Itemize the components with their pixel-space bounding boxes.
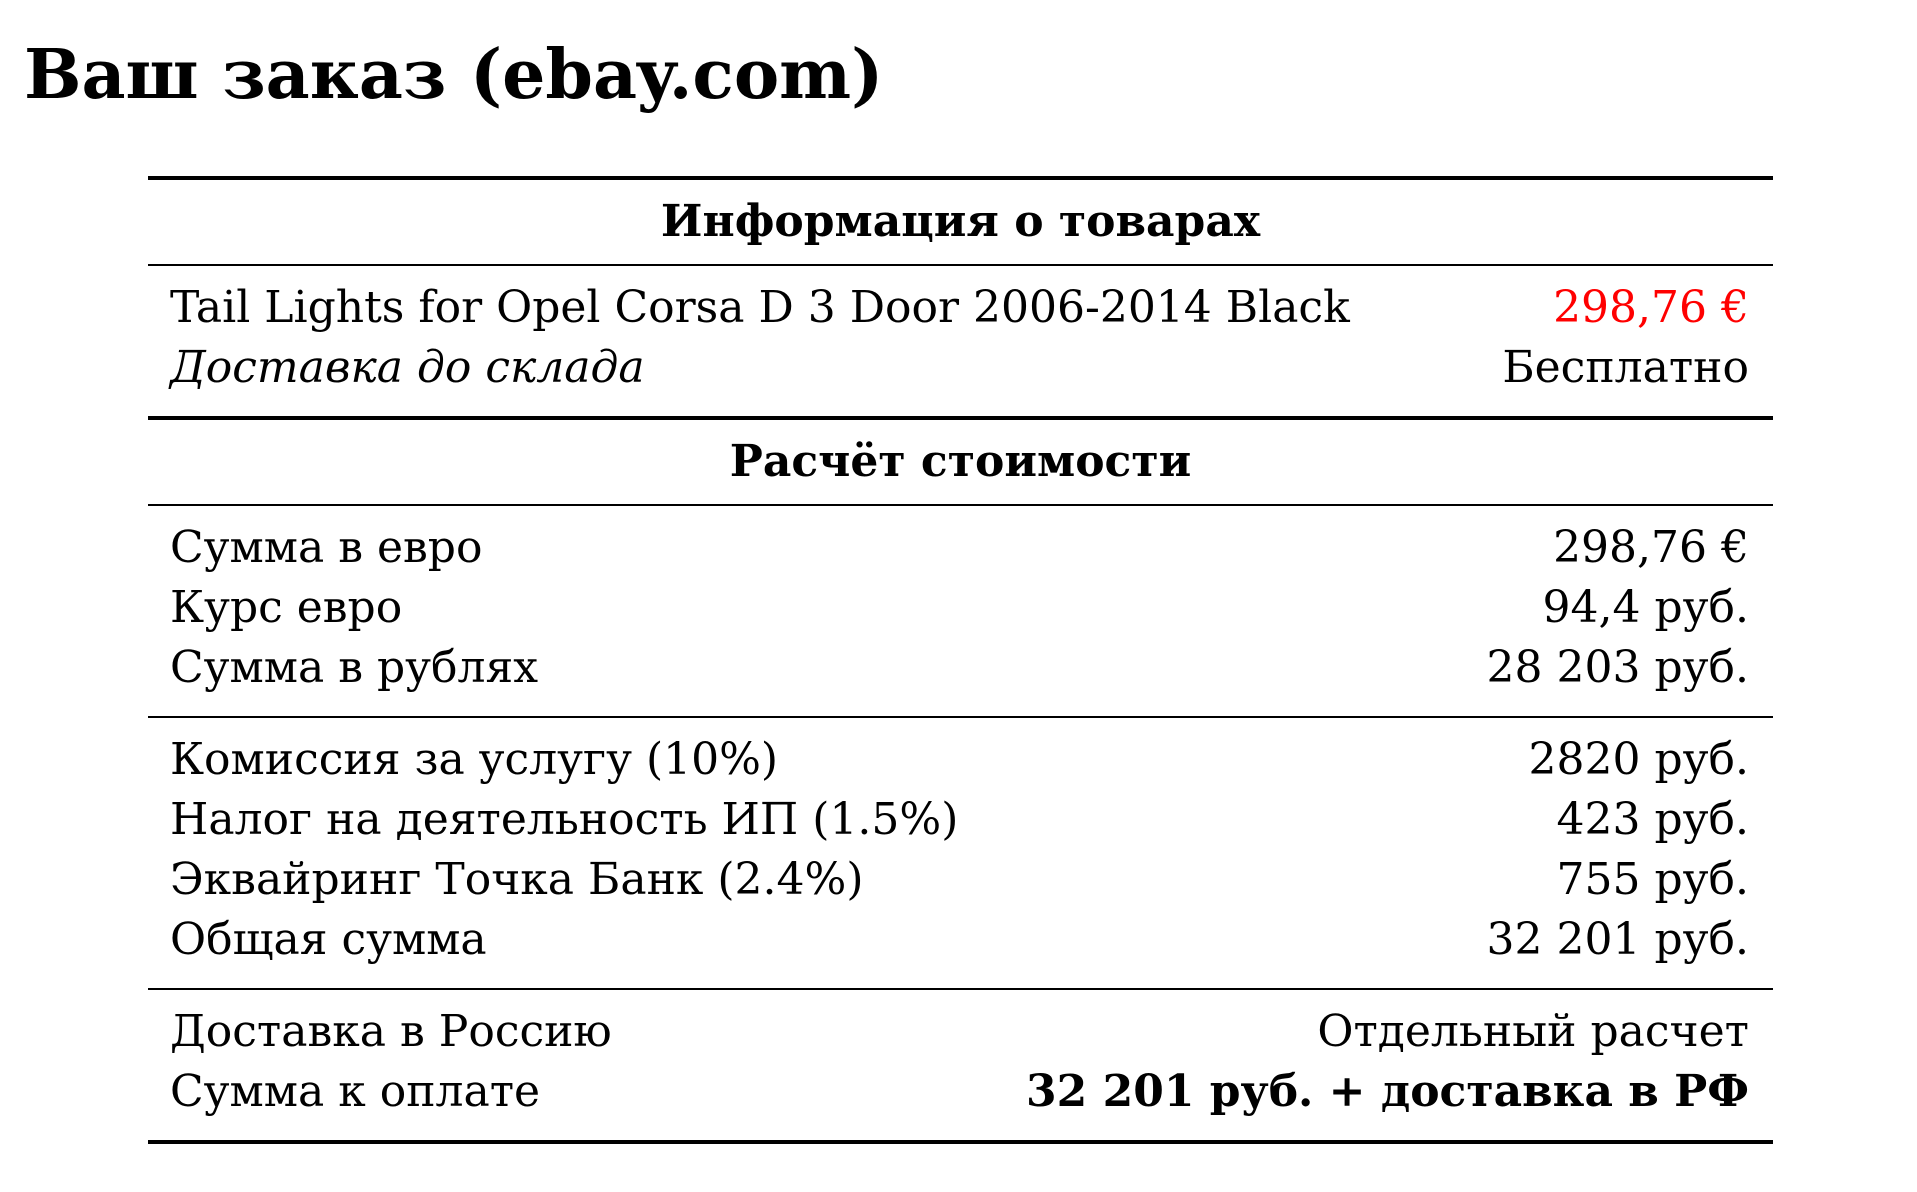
sum-eur-label: Сумма в евро — [170, 522, 483, 573]
warehouse-delivery-row — [148, 338, 1773, 398]
fees-block — [148, 718, 1773, 990]
order-summary-table — [148, 176, 1773, 1144]
product-info-header: Информация о товарах — [148, 180, 1773, 266]
amount-due-label: Сумма к оплате — [170, 1066, 541, 1117]
product-row — [148, 278, 1773, 338]
service-fee-row — [148, 730, 1773, 790]
acquiring-row — [148, 850, 1773, 910]
acquiring-label: Эквайринг Точка Банк (2.4%) — [170, 854, 864, 905]
russia-delivery-value: Отдельный расчет — [1317, 1006, 1749, 1057]
sum-rub-row — [148, 638, 1773, 698]
amount-due-value: 32 201 руб. + доставка в РФ — [1026, 1066, 1749, 1117]
sum-rub-label: Сумма в рублях — [170, 642, 539, 693]
sum-eur-row — [148, 518, 1773, 578]
tax-row — [148, 790, 1773, 850]
total-value: 32 201 руб. — [1486, 914, 1749, 965]
acquiring-value: 755 руб. — [1556, 854, 1749, 905]
service-fee-label: Комиссия за услугу (10%) — [170, 734, 779, 785]
sum-rub-value: 28 203 руб. — [1486, 642, 1749, 693]
eur-rate-value: 94,4 руб. — [1542, 582, 1749, 633]
page-title: Ваш заказ (ebay.com) — [24, 35, 884, 115]
russia-delivery-row — [148, 1002, 1773, 1062]
amount-due-row — [148, 1062, 1773, 1122]
total-label: Общая сумма — [170, 914, 487, 965]
sum-eur-value: 298,76 € — [1553, 522, 1749, 573]
total-row — [148, 910, 1773, 970]
tax-value: 423 руб. — [1556, 794, 1749, 845]
tax-label: Налог на деятельность ИП (1.5%) — [170, 794, 959, 845]
service-fee-value: 2820 руб. — [1528, 734, 1749, 785]
currency-conversion-block — [148, 506, 1773, 718]
cost-calculation-header: Расчёт стоимости — [148, 420, 1773, 506]
eur-rate-label: Курс евро — [170, 582, 403, 633]
product-price: 298,76 € — [1553, 282, 1749, 333]
product-name: Tail Lights for Opel Corsa D 3 Door 2006-2014 Black — [170, 282, 1350, 333]
warehouse-delivery-label: Доставка до склада — [170, 342, 645, 393]
russia-delivery-label: Доставка в Россию — [170, 1006, 612, 1057]
warehouse-delivery-value: Бесплатно — [1502, 342, 1749, 393]
eur-rate-row — [148, 578, 1773, 638]
final-block — [148, 990, 1773, 1140]
product-info-block — [148, 266, 1773, 420]
